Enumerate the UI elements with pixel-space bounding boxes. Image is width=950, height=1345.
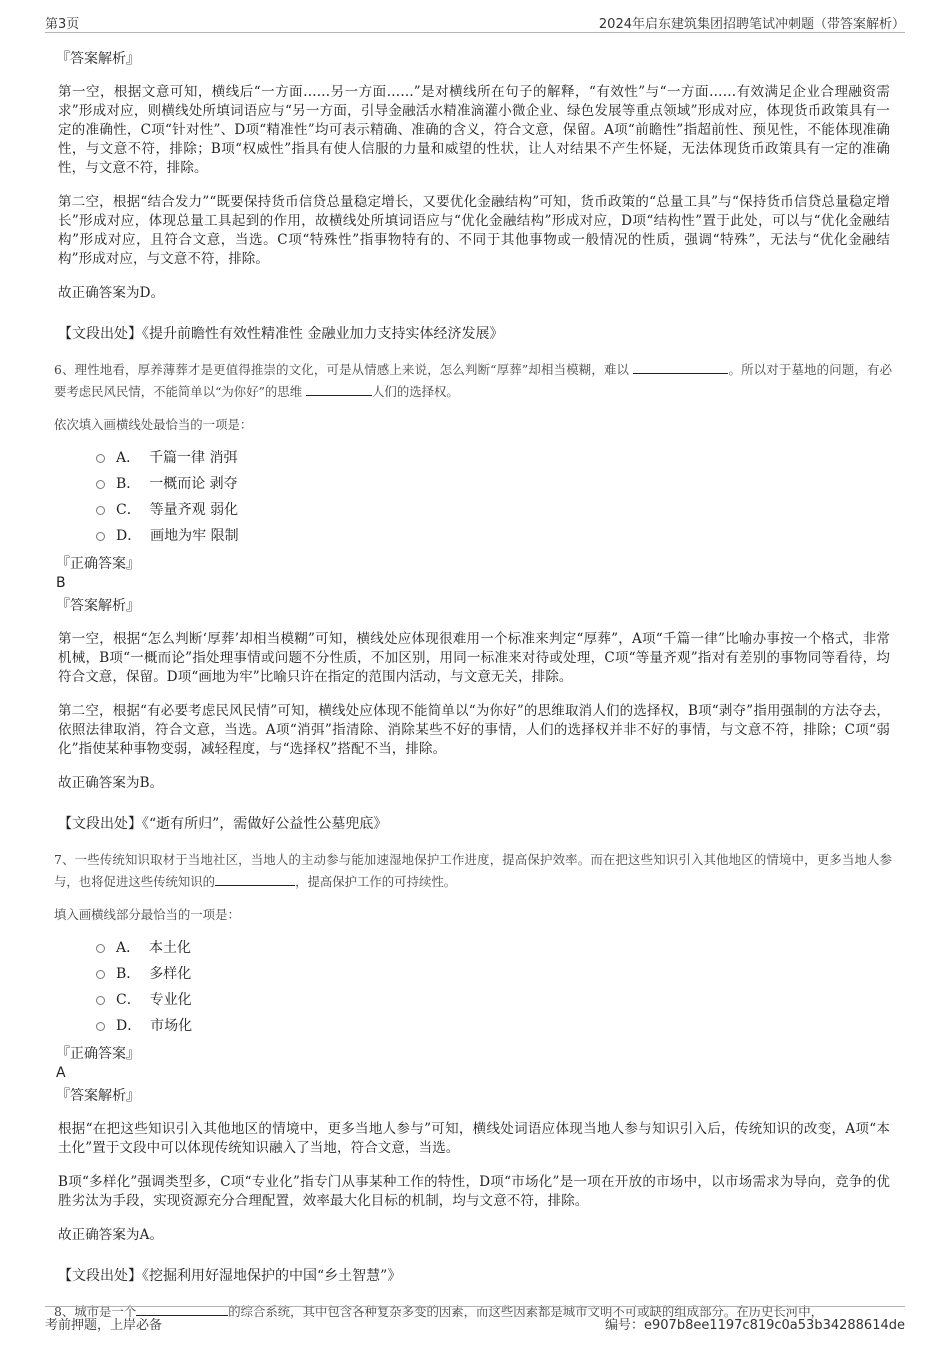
q7-analysis-para-1: 根据“在把这些知识引入其他地区的情境中，更多当地人参与”可知，横线处词语应体现当地人参与知识引入后，传统知识的改变，A项“本土化”置于文段中可以体现传统知识融入了当地，符合文意，当选。 xyxy=(58,1121,890,1156)
q5-conclusion: 故正确答案为D。 xyxy=(58,285,165,301)
q6-blank-1 xyxy=(633,359,728,374)
q5-source: 【文段出处】《提升前瞻性有效性精准性 金融业加力支持实体经济发展》 xyxy=(58,326,504,342)
q6-analysis-para-1: 第一空，根据“怎么判断‘厚葬’却相当模糊”可知，横线处应体现很难用一个标准来判定“厚葬”，A项“千篇一律”比喻办事按一个格式，非常机械，B项“一概而论”指处理事情或问题不分性质，不加区别，用同一标准来对待或处理，C项“等量齐观”指对有差别的事物同等看待，均符合文意，保留。D项“画地为牢”比喻只许在指定的范围内活动，与文意无关，排除。 xyxy=(58,631,890,685)
q6-blank-2 xyxy=(306,381,372,396)
radio-icon[interactable] xyxy=(96,996,105,1005)
q6-option-c[interactable]: C． 等量齐观 弱化 xyxy=(96,497,890,523)
footer-slogan: 考前押题，上岸必备 xyxy=(45,1318,163,1333)
q7-option-c[interactable]: C． 专业化 xyxy=(96,987,890,1013)
page-header xyxy=(45,8,905,33)
q7-options xyxy=(96,935,890,1039)
document-title: 2024年启东建筑集团招聘笔试冲刺题（带答案解析） xyxy=(598,17,905,32)
q7-source: 【文段出处】《挖掘利用好湿地保护的中国“乡土智慧”》 xyxy=(58,1268,402,1284)
analysis-label: 『答案解析』 xyxy=(56,51,140,67)
q6-answer: B xyxy=(56,575,66,591)
q6-question: 6、理性地看，厚养薄葬才是更值得推崇的文化，可是从情感上来说，怎么判断“厚葬”却相当模糊，难以 。所以对于墓地的问题，有必要考虑民风民情，不能简单以“为你好”的思维 人们的选择权。 xyxy=(54,359,892,403)
document-code: 编号：e907b8ee1197c819c0a53b34288614de xyxy=(605,1318,905,1333)
q7-answer: A xyxy=(56,1065,66,1081)
correct-answer-label: 『正确答案』 xyxy=(56,556,140,572)
radio-icon[interactable] xyxy=(96,1022,105,1031)
q7-option-a[interactable]: A． 本土化 xyxy=(96,935,890,961)
q6-option-b[interactable]: B． 一概而论 剥夺 xyxy=(96,471,890,497)
page-footer xyxy=(45,1306,905,1335)
radio-icon[interactable] xyxy=(96,944,105,953)
q6-option-a[interactable]: A． 千篇一律 消弭 xyxy=(96,445,890,471)
q7-option-d[interactable]: D． 市场化 xyxy=(96,1013,890,1039)
q7-blank xyxy=(215,871,295,886)
q6-instruction: 依次填入画横线处最恰当的一项是： xyxy=(54,417,253,432)
q6-options xyxy=(96,445,890,549)
q8-question: 8、城市是一个 的综合系统，其中包含各种复杂多变的因素，而这些因素都是城市文明不可或缺的组成部分。在历史长河中， xyxy=(54,1301,892,1323)
correct-answer-label: 『正确答案』 xyxy=(56,1046,140,1062)
q6-analysis-para-2: 第二空，根据“有必要考虑民风民情”可知，横线处应体现不能简单以“为你好”的思维取消人们的选择权，B项“剥夺”指用强制的方法夺去，依照法律取消，符合文意，当选。A项“消弭”指清除、消除某些不好的事情，人们的选择权并非不好的事情，与文意不符，排除；C项“弱化”指使某种事物变弱，减轻程度，与“选择权”搭配不当，排除。 xyxy=(58,703,890,757)
q7-option-b[interactable]: B． 多样化 xyxy=(96,961,890,987)
radio-icon[interactable] xyxy=(96,506,105,515)
q7-conclusion: 故正确答案为A。 xyxy=(58,1227,164,1243)
q6-conclusion: 故正确答案为B。 xyxy=(58,775,164,791)
radio-icon[interactable] xyxy=(96,970,105,979)
q7-analysis-para-2: B项“多样化”强调类型多，C项“专业化”指专门从事某种工作的特性，D项“市场化”是一项在开放的市场中，以市场需求为导向，竞争的优胜劣汰为手段，实现资源充分合理配置，效率最大化目标的机制，均与文意不符，排除。 xyxy=(58,1174,890,1209)
radio-icon[interactable] xyxy=(96,532,105,541)
q6-source: 【文段出处】《“逝有所归”，需做好公益性公墓兜底》 xyxy=(58,816,388,832)
page-content xyxy=(54,42,892,1323)
q7-instruction: 填入画横线部分最恰当的一项是： xyxy=(54,907,240,922)
q5-analysis-para-1: 第一空，根据文意可知，横线后“一方面……另一方面……”是对横线所在句子的解释，“有效性”与“一方面……有效满足企业合理融资需求”形成对应，则横线处所填词语应与“另一方面，引导金融活水精准滴灌小微企业、绿色发展等重点领域”形成对应，体现货币政策具有一定的准确性，C项“针对性”、D项“精准性”均可表示精确、准确的含义，符合文意，保留。A项“前瞻性”指超前性、预见性，不能体现准确性，与文意不符，排除；B项“权威性”指具有使人信服的力量和威望的性状，让人对结果不产生怀疑，无法体现货币政策具有一定的准确性，与文意不符，排除。 xyxy=(58,84,890,176)
analysis-label: 『答案解析』 xyxy=(56,1088,140,1104)
analysis-label: 『答案解析』 xyxy=(56,598,140,614)
q5-analysis-para-2: 第二空，根据“结合发力”“既要保持货币信贷总量稳定增长，又要优化金融结构”可知，货币政策的“总量工具”与“保持货币信贷总量稳定增长”形成对应，体现总量工具起到的作用，故横线处所填词语应与“优化金融结构”形成对应，D项“结构性”置于此处，可以与“优化金融结构”形成对应，且符合文意，当选。C项“特殊性”指事物特有的、不同于其他事物或一般情况的性质，强调“特殊”，无法与“优化金融结构”形成对应，与文意不符，排除。 xyxy=(58,194,890,267)
q7-question: 7、一些传统知识取材于当地社区，当地人的主动参与能加速湿地保护工作进度，提高保护效率。而在把这些知识引入其他地区的情境中，更多当地人参与，也将促进这些传统知识的 ，提高保护工作的可持续性。 xyxy=(54,852,892,889)
page-number: 第3页 xyxy=(45,17,80,32)
radio-icon[interactable] xyxy=(96,480,105,489)
radio-icon[interactable] xyxy=(96,454,105,463)
q6-option-d[interactable]: D． 画地为牢 限制 xyxy=(96,523,890,549)
